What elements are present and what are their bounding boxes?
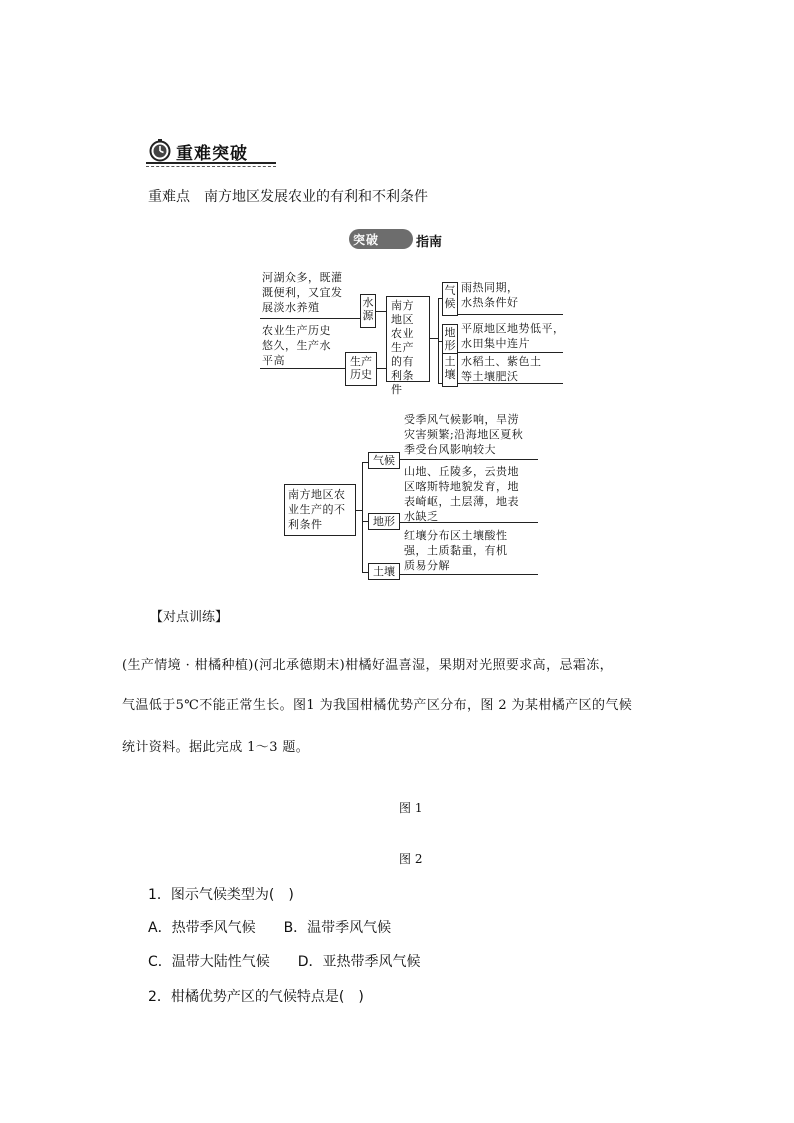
question-1-options-ab: A．热带季风气候 B．温带季风气候 [148,920,392,936]
connector [377,368,386,369]
unfav-desc-soil: 红壤分布区土壤酸性 强，土质黏重，有机 质易分解 [404,529,508,572]
question-2-stem: 2．柑橘优势产区的气候特点是( ) [148,989,364,1005]
training-heading: 【对点训练】 [150,610,229,625]
title-underline-dashed [146,166,276,167]
unfav-desc-climate: 受季风气候影响，旱涝 灾害频繁;沿海地区夏秋 季受台风影响较大 [404,413,524,456]
training-para-line-2: 气温低于5℃不能正常生长。图1 为我国柑橘优势产区分布，图 2 为某柑橘产区的气候 [122,698,633,713]
connector [458,383,563,384]
unfav-key-soil: 土壤 [368,563,400,580]
favorable-center: 南方地区农业生产的有利条件 [386,296,430,382]
key-water: 水源 [360,294,376,328]
connector [430,338,438,339]
question-1-stem: 1．图示气候类型为( ) [148,887,294,903]
training-para-line-3: 统计资料。据此完成 1～3 题。 [122,740,310,755]
connector [400,574,538,575]
key-soil: 土壤 [442,353,458,387]
unfav-key-terrain: 地形 [368,513,400,530]
keypoint-label: 重难点 [148,189,190,205]
key-climate: 气候 [442,282,458,316]
unfavorable-center: 南方地区农 业生产的不 利条件 [284,484,356,536]
left-desc-water: 河湖众多，既灌 溉便利，又宜发 展淡水养殖 [262,271,343,314]
badge-pill: 突破 [349,229,413,249]
unfav-key-climate: 气候 [368,452,400,469]
left-desc-history: 农业生产历史 悠久，生产水 平高 [262,324,331,367]
right-desc-climate: 雨热同期， 水热条件好 [461,281,519,309]
right-desc-soil: 水稻土、紫色土 等土壤肥沃 [461,355,542,383]
stopwatch-icon [148,138,172,162]
connector [376,311,386,312]
keypoint-text: 南方地区发展农业的有利和不利条件 [204,189,428,205]
connector [400,459,538,460]
figure-1-caption: 图 1 [399,801,423,815]
key-history: 生产 历史 [345,352,377,386]
training-para-line-1: (生产情境 · 柑橘种植)(河北承德期末)柑橘好温喜湿，果期对光照要求高，忌霜冻， [122,658,614,673]
connector [458,314,563,315]
section-title: 重难突破 [176,144,248,164]
title-underline [146,162,276,164]
bracket [362,462,363,572]
badge-rest-text: 指南 [416,235,443,250]
key-terrain: 地形 [442,324,458,358]
figure-2-caption: 图 2 [399,852,423,866]
right-desc-terrain: 平原地区地势低平， 水田集中连片 [461,322,565,350]
favorable-diagram [258,268,568,396]
keypoint-heading [148,186,428,206]
connector [260,368,345,369]
connector [458,352,563,353]
unfav-desc-terrain: 山地、丘陵多，云贵地 区喀斯特地貌发育，地 表崎岖，土层薄，地表 水缺乏 [404,465,519,523]
connector [400,522,538,523]
question-1-options-cd: C．温带大陆性气候 D．亚热带季风气候 [148,954,421,970]
unfavorable-diagram [284,410,544,582]
connector [260,318,360,319]
